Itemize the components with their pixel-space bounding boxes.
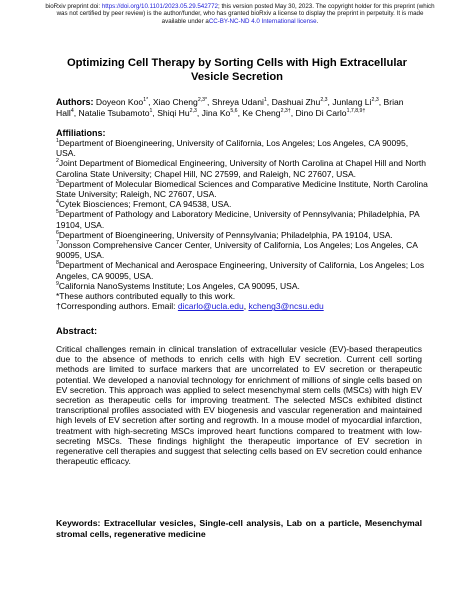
notice-line3-post: . — [316, 17, 319, 25]
affiliation-sup: 4 — [56, 199, 59, 206]
affiliation-item — [56, 158, 428, 178]
affiliation-sup: 3 — [56, 178, 59, 185]
affiliation-sup: 1 — [56, 138, 59, 144]
affiliation-item — [56, 260, 428, 280]
notice-prefix: bioRxiv preprint doi: — [45, 3, 102, 10]
preprint-notice — [40, 3, 440, 25]
author-3-name: Shreya Udani — [211, 97, 264, 107]
author-5-sup: 2,3 — [371, 97, 379, 103]
affiliation-item — [56, 281, 428, 291]
author-4-sup: 2,3 — [320, 97, 328, 103]
notice-line1-rest: ; this version posted May 30, 2023. The copyright holder for this preprint (which — [218, 3, 435, 10]
email-link-dicarlo[interactable]: dicarlo@ucla.edu — [177, 301, 244, 312]
keywords-label: Keywords: — [56, 518, 101, 528]
affiliation-sup: 6 — [56, 229, 59, 236]
keywords-section — [56, 518, 422, 540]
title-line-2: Vesicle Secretion — [190, 71, 284, 83]
title-line-1: Optimizing Cell Therapy by Sorting Cells with High Extracellular — [66, 57, 408, 69]
affiliation-text: Department of Bioengineering, University of California, Los Angeles; Los Angeles, CA 90095, USA. — [56, 138, 409, 159]
affiliation-text: Department of Mechanical and Aerospace Engineering, University of California, Los Angeles; Los Angeles, CA 90095, USA. — [56, 260, 425, 281]
author-3-sup: 1 — [263, 97, 267, 103]
affiliation-item — [56, 179, 428, 199]
affiliation-text: Cytek Biosciences; Fremont, CA 94538, USA. — [58, 199, 232, 210]
affiliation-item — [56, 240, 428, 260]
author-10-sup: 2,3† — [280, 107, 291, 114]
author-7-sup: 1 — [149, 107, 153, 114]
affiliation-sup: 2 — [56, 158, 59, 165]
abstract-body: Critical challenges remain in clinical translation of extracellular vesicle (EV)-based therapeutics due to the absence of methods to enrich cells with high EV secretion. Current cell sorting methods are limited to surface markers that are uncorrelated to EV secretion or therapeutic potential. We developed a nanovial technology for enrichment of millions of single cells based on EV secretion. This approach was applied to select mesenchymal stem cells (MSCs) with high EV secretion as therapeutic cells for improving treatment. The selected MSCs exhibited distinct transcriptional profiles associated with EV biogenesis and vascular regeneration and maintained high levels of EV secretion after sorting and regrowth. In a mouse model of myocardial infarction, treatment with high-secreting MSCs improved heart functions compared to treatment with low-secreting MSCs. These findings highlight the therapeutic importance of EV secretion in regenerative cell therapies and suggest that selecting cells based on EV secretion could enhance therapeutic efficacy. — [56, 344, 422, 467]
author-7-name: Natalie Tsubamoto — [78, 107, 150, 118]
affiliation-text: Department of Pathology and Laboratory Medicine, University of Pennsylvania; Philadelphia, PA 19104, USA. — [56, 209, 420, 230]
license-link[interactable]: CC-BY-NC-ND 4.0 International license — [208, 17, 317, 25]
email-link-kcheng[interactable]: kcheng3@ncsu.edu — [248, 301, 324, 312]
author-1-sup: 1* — [143, 97, 149, 103]
author-6-sup: 4 — [70, 107, 74, 114]
affiliation-sup: 5 — [56, 209, 59, 216]
author-4-name: Dashuai Zhu — [271, 97, 321, 107]
authors-label: Authors: — [56, 97, 94, 107]
corresponding-authors — [56, 301, 428, 311]
author-8-sup: 2,3 — [189, 107, 197, 114]
notice-line3-pre: available under a — [161, 17, 209, 25]
paper-title — [50, 56, 424, 84]
keywords-text: Extracellular vesicles, Single-cell analysis, Lab on a particle, Mesenchymal stromal cells, regenerative medicine — [56, 518, 422, 539]
author-6-name: Brian Hall — [56, 97, 404, 118]
affiliation-text: Jonsson Comprehensive Cancer Center, University of California, Los Angeles; Los Angeles, CA 90095, USA. — [56, 240, 418, 261]
author-1-name: Doyeon Koo — [95, 97, 144, 107]
author-10-name: Ke Cheng — [242, 107, 281, 118]
email-separator: , — [243, 301, 249, 312]
author-11-name: Dino Di Carlo — [295, 107, 347, 118]
affiliation-item — [56, 230, 428, 240]
author-5-name: Junlang Li — [332, 97, 372, 107]
affiliations-heading: Affiliations: — [56, 128, 106, 138]
affiliation-text: California NanoSystems Institute; Los Angeles, CA 90095, USA. — [58, 280, 300, 291]
author-2-sup: 2,3* — [197, 97, 208, 103]
affiliation-sup: 8 — [56, 260, 59, 267]
affiliation-item — [56, 138, 428, 158]
corresponding-prefix: †Corresponding authors. Email: — [56, 301, 178, 312]
notice-line2: was not certified by peer review) is the author/funder, who has granted bioRxiv a license to display the preprint in perpetuity. It is made — [56, 10, 424, 18]
affiliation-item — [56, 209, 428, 229]
affiliation-sup: 9 — [56, 280, 59, 287]
abstract-heading: Abstract: — [56, 325, 98, 336]
equal-contribution-note: *These authors contributed equally to this work. — [56, 291, 236, 302]
affiliation-text: Department of Molecular Biomedical Sciences and Comparative Medicine Institute, North Carolina State University; Raleigh, NC 27607, USA. — [56, 178, 428, 200]
author-11-sup: 1,7,8,9† — [346, 107, 366, 114]
doi-link[interactable]: https://doi.org/10.1101/2023.05.29.542772 — [101, 3, 218, 10]
author-2-name: Xiao Cheng — [152, 97, 198, 107]
affiliation-text: Department of Bioengineering, University of Pennsylvania; Philadelphia, PA 19104, USA. — [58, 229, 393, 240]
author-9-sup: 5,6 — [230, 107, 238, 114]
author-8-name: Shiqi Hu — [157, 107, 190, 118]
affiliations-list — [56, 138, 428, 311]
affiliation-item — [56, 199, 428, 209]
affiliation-text: Joint Department of Biomedical Engineering, University of North Carolina at Chapel Hill and North Carolina State University; Chapel Hill, NC 27599, and Raleigh, NC 27607, USA. — [56, 158, 426, 179]
author-9-name: Jina Ko — [201, 107, 231, 118]
affiliation-sup: 7 — [56, 240, 59, 247]
author-list: Authors: Doyeon Koo$^{1*}$, Xiao Cheng$^{2,3*}$, Shreya Udani$^1$, Dashuai Zhu$^{2,3}$, Junlang Li$^{2,3}$, Brian Hall$^4$, Natalie Tsubamoto$^1$, Shiqi Hu$^{2,3}$, Jina Ko$^{5,6}$, Ke Cheng$^{2,3\dagger}$, Dino Di Carlo$^{1,7,8,9\dagger}$ — [56, 97, 404, 118]
